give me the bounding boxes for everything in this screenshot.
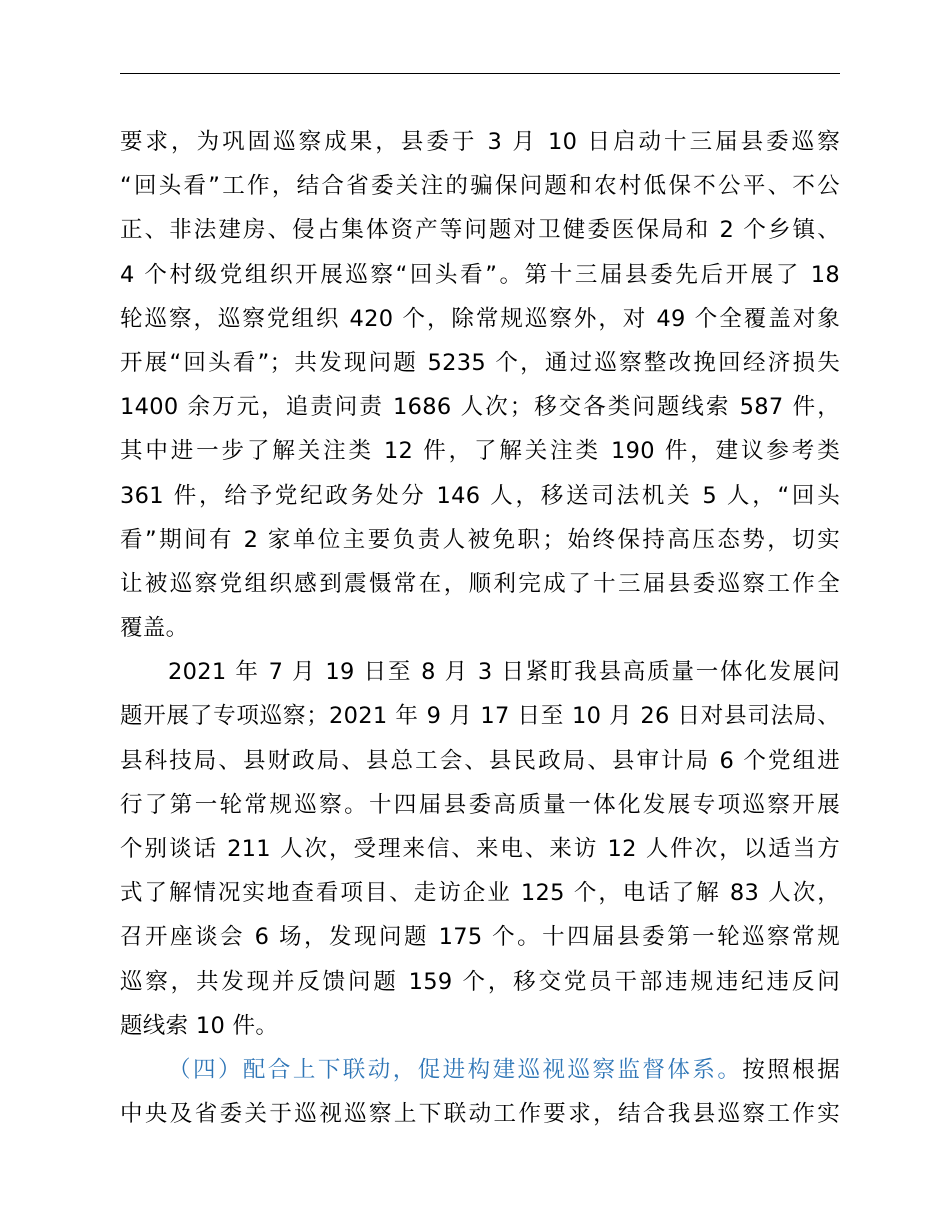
text-line: 行了第一轮常规巡察。十四届县委高质量一体化发展专项巡察开展 xyxy=(120,791,840,818)
text-line: 361 件，给予党纪政务处分 146 人，移送司法机关 5 人，“回头 xyxy=(120,482,840,509)
paragraph-1 xyxy=(120,120,840,650)
text-span: 按照根据 xyxy=(742,1056,841,1083)
text-line: 要求，为巩固巡察成果，县委于 3 月 10 日启动十三届县委巡察 xyxy=(120,129,840,155)
text-line: 让被巡察党组织感到震慑常在，顺利完成了十三届县委巡察工作全 xyxy=(120,570,840,597)
paragraph-3 xyxy=(120,1048,840,1136)
section-heading: （四）配合上下联动，促进构建巡视巡察监督体系。 xyxy=(168,1056,743,1083)
text-line: 式了解情况实地查看项目、走访企业 125 个，电话了解 83 人次， xyxy=(120,880,840,907)
text-line xyxy=(120,1048,840,1092)
text-line: 召开座谈会 6 场，发现问题 175 个。十四届县委第一轮巡察常规 xyxy=(120,924,840,951)
text-line: 个别谈话 211 人次，受理来信、来电、来访 12 人件次，以适当方 xyxy=(120,836,840,862)
text-line: 其中进一步了解关注类 12 件，了解关注类 190 件，建议参考类 xyxy=(120,438,840,465)
text-line: 巡察，共发现并反馈问题 159 个，移交党员干部违规违纪违反问 xyxy=(120,968,840,995)
text-line: 轮巡察，巡察党组织 420 个，除常规巡察外，对 49 个全覆盖对象 xyxy=(120,305,840,332)
text-line: 看”期间有 2 家单位主要负责人被免职；始终保持高压态势，切实 xyxy=(120,526,840,553)
document-body xyxy=(120,120,840,1136)
header-rule xyxy=(120,73,840,74)
paragraph-2 xyxy=(120,650,840,1048)
text-line: 正、非法建房、侵占集体资产等问题对卫健委医保局和 2 个乡镇、 xyxy=(120,217,840,244)
text-line: 2021 年 7 月 19 日至 8 月 3 日紧盯我县高质量一体化发展问 xyxy=(168,659,840,686)
text-line: 覆盖。 xyxy=(120,615,189,642)
text-line: 4 个村级党组织开展巡察“回头看”。第十三届县委先后开展了 18 xyxy=(120,261,840,288)
text-line: 题线索 10 件。 xyxy=(120,1012,279,1039)
text-line: “回头看”工作，结合省委关注的骗保问题和农村低保不公平、不公 xyxy=(120,173,840,200)
text-line: 县科技局、县财政局、县总工会、县民政局、县审计局 6 个党组进 xyxy=(120,747,840,774)
text-line: 开展“回头看”；共发现问题 5235 个，通过巡察整改挽回经济损失 xyxy=(120,349,840,376)
text-line: 中央及省委关于巡视巡察上下联动工作要求，结合我县巡察工作实 xyxy=(120,1101,840,1128)
text-line: 题开展了专项巡察；2021 年 9 月 17 日至 10 月 26 日对县司法局、 xyxy=(120,703,840,730)
text-line: 1400 余万元，追责问责 1686 人次；移交各类问题线索 587 件， xyxy=(120,394,840,421)
